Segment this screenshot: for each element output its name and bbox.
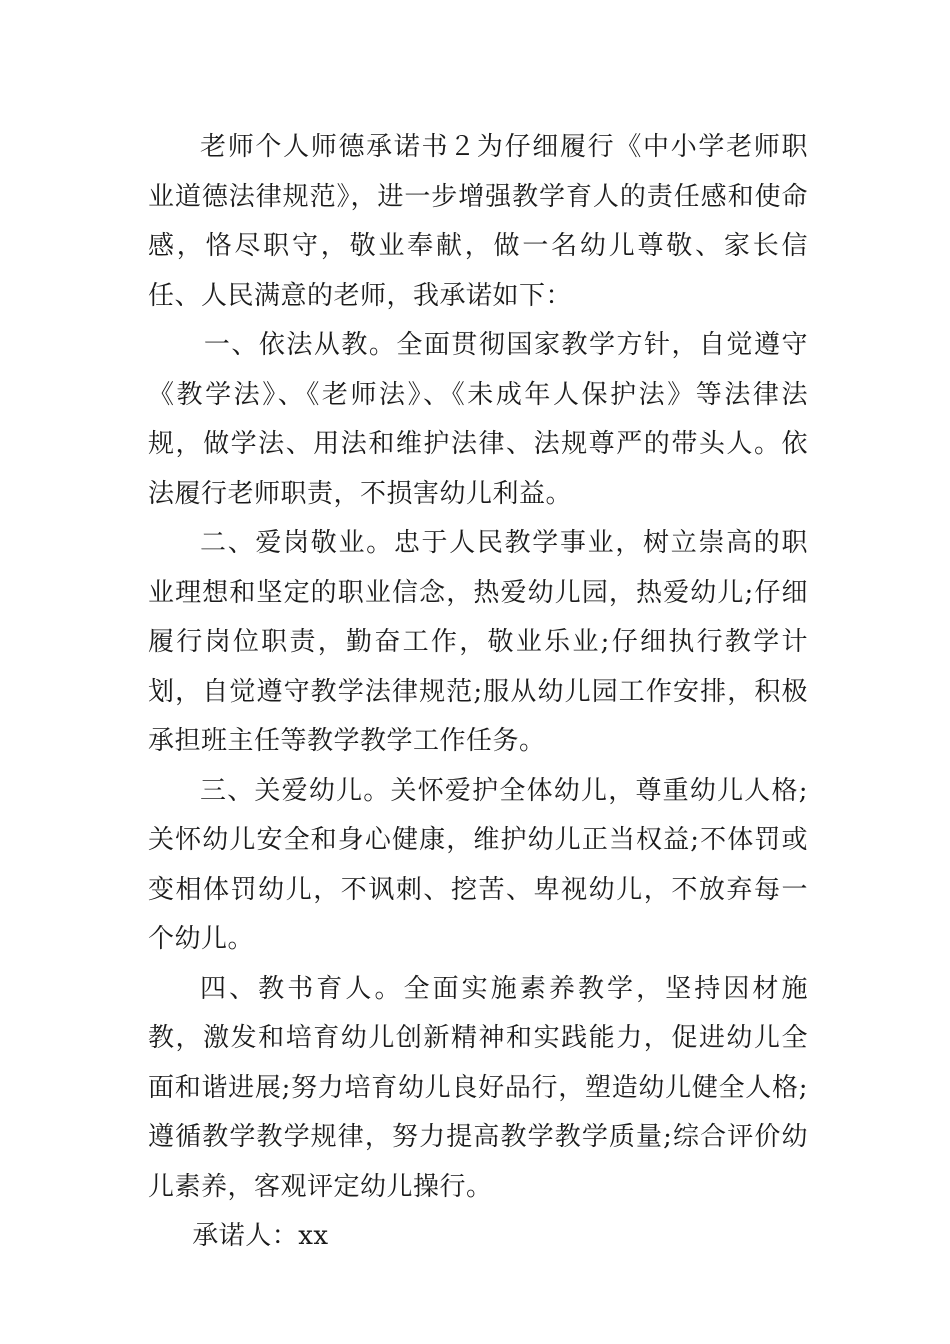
paragraph-intro: 老师个人师德承诺书２为仔细履行《中小学老师职业道德法律规范》，进一步增强教学育人的责任感和使命感，恪尽职守，敬业奉献，做一名幼儿尊敬、家长信任、人民满意的老师，我承诺如下： [148, 132, 808, 311]
paragraph-section-3: 三、关爱幼儿。关怀爱护全体幼儿，尊重幼儿人格;关怀幼儿安全和身心健康，维护幼儿正当权益;不体罚或变相体罚幼儿，不讽刺、挖苦、卑视幼儿，不放弃每一个幼儿。 [148, 775, 808, 954]
paragraph-section-4: 四、教书育人。全面实施素养教学，坚持因材施教，激发和培育幼儿创新精神和实践能力，促进幼儿全面和谐进展;努力培育幼儿良好品行，塑造幼儿健全人格;遵循教学教学规律，努力提高教学教学质量;综合评价幼儿素养，客观评定幼儿操行。 [148, 973, 808, 1202]
paragraph-section-2: 二、爱岗敬业。忠于人民教学事业，树立崇高的职业理想和坚定的职业信念，热爱幼儿园，热爱幼儿;仔细履行岗位职责，勤奋工作，敬业乐业;仔细执行教学计划，自觉遵守教学法律规范;服从幼儿园工作安排，积极承担班主任等教学教学工作任务。 [148, 528, 808, 756]
signature-line: 承诺人：xx [192, 1221, 329, 1251]
paragraph-section-1: 一、依法从教。全面贯彻国家教学方针，自觉遵守《教学法》、《老师法》、《未成年人保护法》等法律法规，做学法、用法和维护法律、法规尊严的带头人。依法履行老师职责，不损害幼儿利益。 [148, 330, 808, 509]
document-body [148, 123, 808, 1262]
